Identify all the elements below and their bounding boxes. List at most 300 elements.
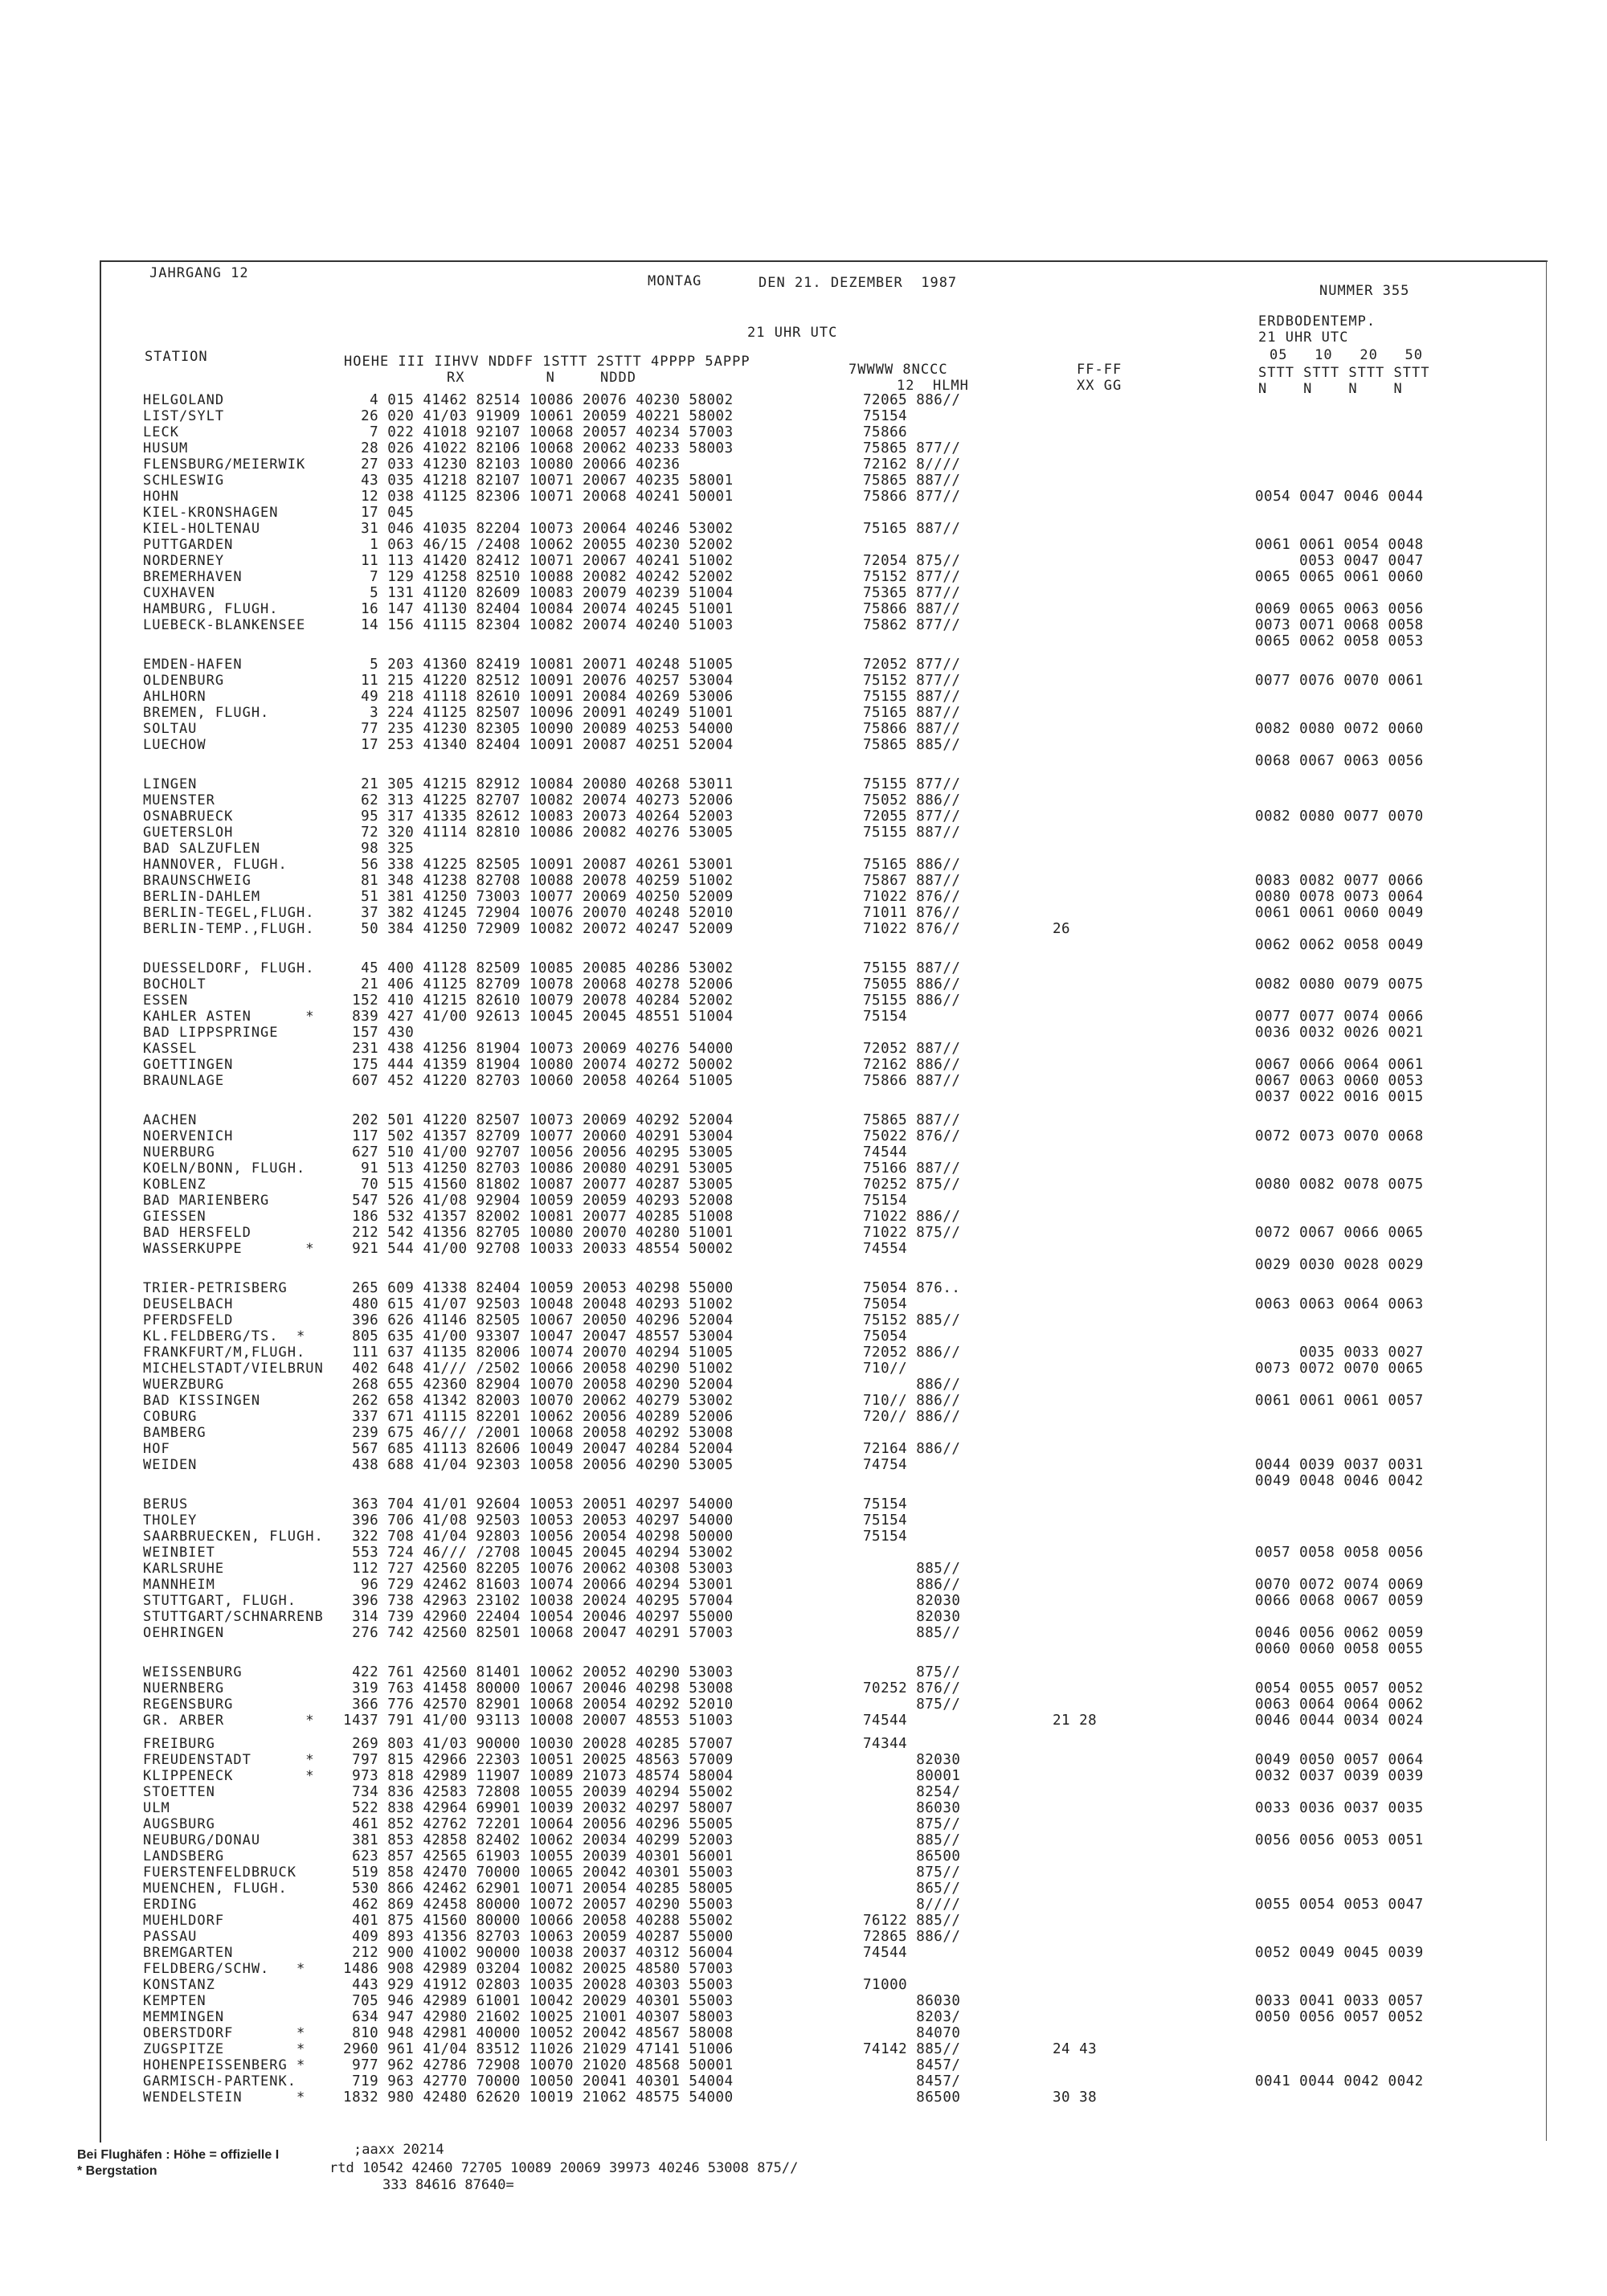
synop-groups: 43 035 41218 82107 10071 20067 40235 58001 [334, 473, 734, 489]
weather-groups: 80001 [863, 1768, 961, 1784]
station-name: DEUSELBACH [143, 1296, 234, 1312]
synop-groups: 26 020 41/03 91909 10061 20059 40221 58002 [334, 408, 734, 424]
station-name: THOLEY [143, 1512, 198, 1529]
synop-groups: 157 430 [334, 1025, 415, 1041]
station-name: FRANKFURT/M,FLUGH. [143, 1344, 306, 1361]
soil-temps: 0077 0077 0074 0066 [1255, 1009, 1424, 1025]
station-name: STOETTEN [143, 1784, 215, 1800]
synop-groups: 519 858 42470 70000 10065 20042 40301 55003 [334, 1864, 734, 1881]
weather-groups: 75866 887// [863, 721, 961, 737]
col-main-sub: RX N NDDD [447, 370, 636, 386]
weather-groups: 75152 877// [863, 673, 961, 689]
soil-temps: 0056 0056 0053 0051 [1255, 1832, 1424, 1848]
issue-number: NUMMER 355 [1319, 283, 1410, 299]
synop-groups: 366 776 42570 82901 10068 20054 40292 52010 [334, 1696, 734, 1713]
synop-groups: 239 675 46/// /2001 10068 20058 40292 53008 [334, 1425, 734, 1441]
synop-groups: 95 317 41335 82612 10083 20073 40264 52003 [334, 808, 734, 825]
station-name: TRIER-PETRISBERG [143, 1280, 288, 1296]
weather-groups: 75052 886// [863, 792, 961, 808]
weather-groups: 70252 875// [863, 1177, 961, 1193]
station-name: FREUDENSTADT * [143, 1752, 315, 1768]
station-name: MEMMINGEN [143, 2009, 225, 2025]
synop-groups: 719 963 42770 70000 10050 20041 40301 54004 [334, 2073, 734, 2089]
wind-groups: 24 43 [1053, 2041, 1098, 2057]
weather-groups: 75165 886// [863, 857, 961, 873]
station-name: KIEL-KRONSHAGEN [143, 505, 279, 521]
weather-groups: 75154 [863, 408, 908, 424]
weather-groups: 875// [863, 1816, 961, 1832]
station-name: AACHEN [143, 1112, 198, 1128]
weather-groups: 86500 [863, 2089, 961, 2106]
aaxx-line: ;aaxx 20214 [354, 2142, 444, 2158]
synop-groups: 152 410 41215 82610 10079 20078 40284 52002 [334, 992, 734, 1009]
synop-groups: 530 866 42462 62901 10071 20054 40285 58005 [334, 1881, 734, 1897]
station-name: BERLIN-DAHLEM [143, 889, 261, 905]
station-name: STUTTGART, FLUGH. [143, 1593, 296, 1609]
soil-temps: 0082 0080 0079 0075 [1255, 976, 1424, 992]
station-name: BREMERHAVEN [143, 569, 243, 585]
synop-groups: 16 147 41130 82404 10084 20074 40245 51001 [334, 601, 734, 617]
station-name: BERUS [143, 1496, 189, 1512]
synop-groups: 212 542 41356 82705 10080 20070 40280 51001 [334, 1225, 734, 1241]
station-name: WEINBIET [143, 1545, 215, 1561]
station-name: WEIDEN [143, 1457, 198, 1473]
weather-groups: 75165 887// [863, 705, 961, 721]
synop-groups: 112 727 42560 82205 10076 20062 40308 53003 [334, 1561, 734, 1577]
weather-groups: 71022 876// [863, 921, 961, 937]
station-name: ZUGSPITZE * [143, 2041, 306, 2057]
synop-groups: 381 853 42858 82402 10062 20034 40299 52003 [334, 1832, 734, 1848]
weather-groups: 75155 887// [863, 689, 961, 705]
soil-temp-title: ERDBODENTEMP. [1258, 313, 1376, 329]
station-name: HOF [143, 1441, 170, 1457]
soil-temps: 0053 0047 0047 [1255, 553, 1424, 569]
soil-temps: 0036 0032 0026 0021 [1255, 1025, 1424, 1041]
weekday: MONTAG [648, 273, 702, 289]
soil-temps: 0073 0071 0068 0058 [1255, 617, 1424, 633]
soil-temps: 0035 0033 0027 [1255, 1344, 1424, 1361]
synop-groups: 14 156 41115 82304 10082 20074 40240 51003 [334, 617, 734, 633]
synop-groups: 96 729 42462 81603 10074 20066 40294 53001 [334, 1577, 734, 1593]
soil-temps: 0049 0048 0046 0042 [1255, 1473, 1424, 1489]
weather-groups: 82030 [863, 1609, 961, 1625]
weather-groups: 75055 886// [863, 976, 961, 992]
weather-groups: 720// 886// [863, 1409, 961, 1425]
weather-groups: 75866 [863, 424, 908, 440]
station-name: BRAUNSCHWEIG [143, 873, 251, 889]
weather-groups: 875// [863, 1696, 961, 1713]
soil-temps: 0073 0072 0070 0065 [1255, 1361, 1424, 1377]
weather-groups: 710// [863, 1361, 908, 1377]
station-name: MANNHEIM [143, 1577, 215, 1593]
synop-groups: 547 526 41/08 92904 10059 20059 40293 52008 [334, 1193, 734, 1209]
station-name: KASSEL [143, 1041, 198, 1057]
soil-temps: 0050 0056 0057 0052 [1255, 2009, 1424, 2025]
weather-groups: 74544 [863, 1713, 908, 1729]
weather-groups: 886// [863, 1577, 961, 1593]
synop-groups: 77 235 41230 82305 10090 20089 40253 54000 [334, 721, 734, 737]
synop-groups: 269 803 41/03 90000 10030 20028 40285 57007 [334, 1736, 734, 1752]
weather-groups: 74142 885// [863, 2041, 961, 2057]
synop-groups: 438 688 41/04 92303 10058 20056 40290 53005 [334, 1457, 734, 1473]
weather-groups: 72054 875// [863, 553, 961, 569]
weather-groups: 75166 887// [863, 1160, 961, 1177]
weather-groups: 71022 876// [863, 889, 961, 905]
weather-groups: 72162 886// [863, 1057, 961, 1073]
synop-groups: 117 502 41357 82709 10077 20060 40291 53004 [334, 1128, 734, 1144]
station-name: HANNOVER, FLUGH. [143, 857, 288, 873]
station-name: FUERSTENFELDBRUCK [143, 1864, 296, 1881]
synop-groups: 7 129 41258 82510 10088 20082 40242 52002 [334, 569, 734, 585]
soil-temps: 0044 0039 0037 0031 [1255, 1457, 1424, 1473]
weather-groups: 72162 8//// [863, 456, 961, 473]
rtd-line: rtd 10542 42460 72705 10089 20069 39973 40246 53008 875// [329, 2160, 799, 2176]
station-name: STUTTGART/SCHNARRENB [143, 1609, 324, 1625]
soil-temps: 0032 0037 0039 0039 [1255, 1768, 1424, 1784]
weather-groups: 710// 886// [863, 1393, 961, 1409]
col-soil-sub: N N N N [1258, 381, 1403, 397]
soil-temps: 0069 0065 0063 0056 [1255, 601, 1424, 617]
station-name: HOHN [143, 489, 179, 505]
soil-temps: 0054 0047 0046 0044 [1255, 489, 1424, 505]
soil-temps: 0060 0060 0058 0055 [1255, 1641, 1424, 1657]
weather-groups: 75155 887// [863, 825, 961, 841]
station-name: OLDENBURG [143, 673, 225, 689]
synop-groups: 12 038 41125 82306 10071 20068 40241 50001 [334, 489, 734, 505]
station-name: LECK [143, 424, 179, 440]
synop-groups: 422 761 42560 81401 10062 20052 40290 53003 [334, 1664, 734, 1680]
synop-groups: 607 452 41220 82703 10060 20058 40264 51005 [334, 1073, 734, 1089]
synop-groups: 3 224 41125 82507 10096 20091 40249 51001 [334, 705, 734, 721]
synop-groups: 262 658 41342 82003 10070 20062 40279 53002 [334, 1393, 734, 1409]
weather-groups: 8457/ [863, 2057, 961, 2073]
synop-groups: 11 215 41220 82512 10091 20076 40257 53004 [334, 673, 734, 689]
station-name: MUEHLDORF [143, 1913, 225, 1929]
station-name: LIST/SYLT [143, 408, 225, 424]
synop-groups: 37 382 41245 72904 10076 20070 40248 52010 [334, 905, 734, 921]
synop-groups: 11 113 41420 82412 10071 20067 40241 51002 [334, 553, 734, 569]
weather-groups: 75865 877// [863, 440, 961, 456]
weather-groups: 885// [863, 1832, 961, 1848]
soil-temps: 0061 0061 0060 0049 [1255, 905, 1424, 921]
weather-groups: 75022 876// [863, 1128, 961, 1144]
station-name: KARLSRUHE [143, 1561, 225, 1577]
weather-groups: 72055 877// [863, 808, 961, 825]
station-name: NUERBURG [143, 1144, 215, 1160]
weather-groups: 75862 877// [863, 617, 961, 633]
station-name: CUXHAVEN [143, 585, 215, 601]
weather-groups: 75866 877// [863, 489, 961, 505]
synop-groups: 231 438 41256 81904 10073 20069 40276 54000 [334, 1041, 734, 1057]
station-name: FLENSBURG/MEIERWIK [143, 456, 306, 473]
weather-groups: 75865 887// [863, 473, 961, 489]
weather-groups: 75152 877// [863, 569, 961, 585]
weather-groups: 75152 885// [863, 1312, 961, 1328]
rtd-line-2: 333 84616 87640= [382, 2177, 514, 2193]
weather-groups: 84070 [863, 2025, 961, 2041]
wind-groups: 21 28 [1053, 1713, 1098, 1729]
station-name: PFERDSFELD [143, 1312, 234, 1328]
soil-temps: 0041 0044 0042 0042 [1255, 2073, 1424, 2089]
weather-groups: 72052 887// [863, 1041, 961, 1057]
station-name: NOERVENICH [143, 1128, 234, 1144]
weather-groups: 71000 [863, 1977, 908, 1993]
synop-groups: 49 218 41118 82610 10091 20084 40269 53006 [334, 689, 734, 705]
soil-temps: 0070 0072 0074 0069 [1255, 1577, 1424, 1593]
station-name: BAD KISSINGEN [143, 1393, 261, 1409]
weather-groups: 75154 [863, 1009, 908, 1025]
weather-groups: 75054 [863, 1296, 908, 1312]
weather-groups: 76122 885// [863, 1913, 961, 1929]
station-name: HELGOLAND [143, 392, 225, 408]
synop-groups: 314 739 42960 22404 10054 20046 40297 55000 [334, 1609, 734, 1625]
station-name: LUEBECK-BLANKENSEE [143, 617, 306, 633]
weather-groups: 71022 886// [863, 1209, 961, 1225]
station-name: SOLTAU [143, 721, 198, 737]
weather-groups: 875// [863, 1664, 961, 1680]
station-name: BAD MARIENBERG [143, 1193, 270, 1209]
synop-groups: 705 946 42989 61001 10042 20029 40301 55003 [334, 1993, 734, 2009]
weather-groups: 82030 [863, 1593, 961, 1609]
synop-groups: 322 708 41/04 92803 10056 20054 40298 50000 [334, 1529, 734, 1545]
station-name: REGENSBURG [143, 1696, 234, 1713]
soil-temps: 0067 0066 0064 0061 [1255, 1057, 1424, 1073]
weather-groups: 74544 [863, 1945, 908, 1961]
station-name: OBERSTDORF * [143, 2025, 306, 2041]
synop-groups: 111 637 41135 82006 10074 20070 40294 51005 [334, 1344, 734, 1361]
weather-groups: 75155 877// [863, 776, 961, 792]
weather-groups: 72164 886// [863, 1441, 961, 1457]
station-name: BAMBERG [143, 1425, 206, 1441]
weather-groups: 886// [863, 1377, 961, 1393]
weather-groups: 75154 [863, 1496, 908, 1512]
synop-groups: 51 381 41250 73003 10077 20069 40250 52009 [334, 889, 734, 905]
footnote-mountain-station: * Bergstation [77, 2164, 157, 2178]
date: DEN 21. DEZEMBER 1987 [759, 275, 958, 291]
weather-groups: 75865 885// [863, 737, 961, 753]
synop-groups: 396 706 41/08 92503 10053 20053 40297 54000 [334, 1512, 734, 1529]
synop-groups: 175 444 41359 81904 10080 20074 40272 50002 [334, 1057, 734, 1073]
synop-groups: 805 635 41/00 93307 10047 20047 48557 53004 [334, 1328, 734, 1344]
synop-groups: 5 203 41360 82419 10081 20071 40248 51005 [334, 657, 734, 673]
weather-groups: 8203/ [863, 2009, 961, 2025]
station-name: ULM [143, 1800, 170, 1816]
synop-groups: 45 400 41128 82509 10085 20085 40286 53002 [334, 960, 734, 976]
synop-groups: 268 655 42360 82904 10070 20058 40290 52004 [334, 1377, 734, 1393]
utc-title: 21 UHR UTC [747, 325, 838, 341]
soil-temps: 0072 0067 0066 0065 [1255, 1225, 1424, 1241]
station-name: BRAUNLAGE [143, 1073, 225, 1089]
soil-temps: 0057 0058 0058 0056 [1255, 1545, 1424, 1561]
station-name: BAD HERSFELD [143, 1225, 251, 1241]
soil-temps: 0068 0067 0063 0056 [1255, 753, 1424, 769]
synop-groups: 17 253 41340 82404 10091 20087 40251 52004 [334, 737, 734, 753]
soil-temps: 0033 0041 0033 0057 [1255, 1993, 1424, 2009]
weather-groups: 75054 876.. [863, 1280, 961, 1296]
synop-groups: 627 510 41/00 92707 10056 20056 40295 53005 [334, 1144, 734, 1160]
weather-groups: 75155 887// [863, 960, 961, 976]
weather-groups: 75365 877// [863, 585, 961, 601]
weather-groups: 70252 876// [863, 1680, 961, 1696]
weather-groups: 86030 [863, 1993, 961, 2009]
soil-temps: 0065 0065 0061 0060 [1255, 569, 1424, 585]
soil-temps: 0061 0061 0061 0057 [1255, 1393, 1424, 1409]
soil-temps: 0082 0080 0077 0070 [1255, 808, 1424, 825]
station-name: BOCHOLT [143, 976, 206, 992]
synop-groups: 363 704 41/01 92604 10053 20051 40297 54000 [334, 1496, 734, 1512]
synop-groups: 921 544 41/00 92708 10033 20033 48554 50002 [334, 1241, 734, 1257]
soil-temps: 0049 0050 0057 0064 [1255, 1752, 1424, 1768]
synop-groups: 62 313 41225 82707 10082 20074 40273 52006 [334, 792, 734, 808]
synop-groups: 480 615 41/07 92503 10048 20048 40293 51002 [334, 1296, 734, 1312]
wind-groups: 30 38 [1053, 2089, 1098, 2106]
station-name: NEUBURG/DONAU [143, 1832, 261, 1848]
weather-groups: 875// [863, 1864, 961, 1881]
synop-groups: 202 501 41220 82507 10073 20069 40292 52004 [334, 1112, 734, 1128]
synop-groups: 212 900 41002 90000 10038 20037 40312 56004 [334, 1945, 734, 1961]
weather-groups: 8457/ [863, 2073, 961, 2089]
station-name: GIESSEN [143, 1209, 206, 1225]
station-name: OSNABRUECK [143, 808, 234, 825]
soil-temps: 0082 0080 0072 0060 [1255, 721, 1424, 737]
weather-groups: 71022 875// [863, 1225, 961, 1241]
col-ff-sub: XX GG [1077, 378, 1122, 394]
weather-groups: 86030 [863, 1800, 961, 1816]
station-name: PUTTGARDEN [143, 537, 234, 553]
synop-groups: 98 325 [334, 841, 415, 857]
weather-groups: 75155 886// [863, 992, 961, 1009]
synop-groups: 623 857 42565 61903 10055 20039 40301 56001 [334, 1848, 734, 1864]
weather-groups: 72865 886// [863, 1929, 961, 1945]
synop-groups: 17 045 [334, 505, 415, 521]
jahrgang: JAHRGANG 12 [149, 265, 249, 281]
station-name: DUESSELDORF, FLUGH. [143, 960, 315, 976]
synop-groups: 1832 980 42480 62620 10019 21062 48575 54000 [334, 2089, 734, 2106]
wind-groups: 26 [1053, 921, 1071, 937]
synop-groups: 396 738 42963 23102 10038 20024 40295 57004 [334, 1593, 734, 1609]
station-name: FREIBURG [143, 1736, 215, 1752]
station-name: ESSEN [143, 992, 189, 1009]
soil-temps: 0055 0054 0053 0047 [1255, 1897, 1424, 1913]
synop-groups: 797 815 42966 22303 10051 20025 48563 57009 [334, 1752, 734, 1768]
synop-groups: 409 893 41356 82703 10063 20059 40287 55000 [334, 1929, 734, 1945]
station-name: ERDING [143, 1897, 198, 1913]
station-name: BERLIN-TEGEL,FLUGH. [143, 905, 315, 921]
soil-temps: 0052 0049 0045 0039 [1255, 1945, 1424, 1961]
station-name: KAHLER ASTEN * [143, 1009, 315, 1025]
weather-groups: 86500 [863, 1848, 961, 1864]
station-name: HOHENPEISSENBERG * [143, 2057, 306, 2073]
station-name: HAMBURG, FLUGH. [143, 601, 279, 617]
weather-groups: 74754 [863, 1457, 908, 1473]
station-name: LUECHOW [143, 737, 206, 753]
soil-temps: 0046 0044 0034 0024 [1255, 1713, 1424, 1729]
station-name: GARMISCH-PARTENK. [143, 2073, 296, 2089]
station-name: MUENSTER [143, 792, 215, 808]
station-name: AUGSBURG [143, 1816, 215, 1832]
synop-groups: 839 427 41/00 92613 10045 20045 48551 51004 [334, 1009, 734, 1025]
synop-groups: 72 320 41114 82810 10086 20082 40276 53005 [334, 825, 734, 841]
weather-groups: 75154 [863, 1193, 908, 1209]
station-name: GOETTINGEN [143, 1057, 234, 1073]
station-name: SAARBRUECKEN, FLUGH. [143, 1529, 324, 1545]
station-name: EMDEN-HAFEN [143, 657, 243, 673]
station-name: BREMGARTEN [143, 1945, 234, 1961]
weather-groups: 72065 886// [863, 392, 961, 408]
soil-temps: 0066 0068 0067 0059 [1255, 1593, 1424, 1609]
synop-groups: 396 626 41146 82505 10067 20050 40296 52004 [334, 1312, 734, 1328]
soil-temps: 0080 0082 0078 0075 [1255, 1177, 1424, 1193]
synop-groups: 462 869 42458 80000 10072 20057 40290 55003 [334, 1897, 734, 1913]
synop-groups: 401 875 41560 80000 10066 20058 40288 55002 [334, 1913, 734, 1929]
soil-temps: 0063 0064 0064 0062 [1255, 1696, 1424, 1713]
soil-temps: 0063 0063 0064 0063 [1255, 1296, 1424, 1312]
synop-groups: 2960 961 41/04 83512 11026 21029 47141 51006 [334, 2041, 734, 2057]
col-weather-sub: 12 HLMH [897, 378, 969, 394]
station-name: KOBLENZ [143, 1177, 206, 1193]
station-name: BAD LIPPSPRINGE [143, 1025, 279, 1041]
synop-groups: 973 818 42989 11907 10089 21073 48574 58004 [334, 1768, 734, 1784]
station-name: KLIPPENECK * [143, 1768, 315, 1784]
station-name: LINGEN [143, 776, 198, 792]
weather-groups: 8254/ [863, 1784, 961, 1800]
weather-groups: 75154 [863, 1529, 908, 1545]
col-soil: STTT STTT STTT STTT [1258, 365, 1430, 381]
synop-groups: 28 026 41022 82106 10068 20062 40233 58003 [334, 440, 734, 456]
station-name: COBURG [143, 1409, 198, 1425]
station-name: HUSUM [143, 440, 189, 456]
footnote-airports: Bei Flughäfen : Höhe = offizielle I [77, 2148, 280, 2162]
synop-groups: 5 131 41120 82609 10083 20079 40239 51004 [334, 585, 734, 601]
synop-groups: 634 947 42980 21602 10025 21001 40307 58003 [334, 2009, 734, 2025]
synop-groups: 265 609 41338 82404 10059 20053 40298 55000 [334, 1280, 734, 1296]
station-name: KL.FELDBERG/TS. * [143, 1328, 306, 1344]
synop-groups: 1486 908 42989 03204 10082 20025 48580 57003 [334, 1961, 734, 1977]
weather-groups: 74554 [863, 1241, 908, 1257]
weather-groups: 75867 887// [863, 873, 961, 889]
table-frame-right [1546, 260, 1547, 2141]
synop-groups: 186 532 41357 82002 10081 20077 40285 51008 [334, 1209, 734, 1225]
station-name: GR. ARBER * [143, 1713, 315, 1729]
soil-temps: 0046 0056 0062 0059 [1255, 1625, 1424, 1641]
col-main: HOEHE III IIHVV NDDFF 1STTT 2STTT 4PPPP 5APPP [344, 354, 750, 370]
synop-groups: 81 348 41238 82708 10088 20078 40259 51002 [334, 873, 734, 889]
weather-groups: 74544 [863, 1144, 908, 1160]
col-ff: FF-FF [1077, 362, 1122, 378]
soil-utc: 21 UHR UTC [1258, 329, 1349, 346]
weather-groups: 865// [863, 1881, 961, 1897]
station-name: MUENCHEN, FLUGH. [143, 1881, 288, 1897]
synop-groups: 553 724 46/// /2708 10045 20045 40294 53002 [334, 1545, 734, 1561]
soil-temps: 0062 0062 0058 0049 [1255, 937, 1424, 953]
synop-groups: 4 015 41462 82514 10086 20076 40230 58002 [334, 392, 734, 408]
synop-groups: 522 838 42964 69901 10039 20032 40297 58007 [334, 1800, 734, 1816]
weather-groups: 75866 887// [863, 601, 961, 617]
synop-groups: 977 962 42786 72908 10070 21020 48568 50001 [334, 2057, 734, 2073]
weather-groups: 82030 [863, 1752, 961, 1768]
synop-groups: 319 763 41458 80000 10067 20046 40298 53008 [334, 1680, 734, 1696]
weather-groups: 885// [863, 1561, 961, 1577]
soil-temps: 0067 0063 0060 0053 [1255, 1073, 1424, 1089]
synop-groups: 21 305 41215 82912 10084 20080 40268 53011 [334, 776, 734, 792]
station-name: WUERZBURG [143, 1377, 225, 1393]
weather-groups: 74344 [863, 1736, 908, 1752]
soil-temps: 0083 0082 0077 0066 [1255, 873, 1424, 889]
station-name: PASSAU [143, 1929, 198, 1945]
station-name: BERLIN-TEMP.,FLUGH. [143, 921, 315, 937]
weather-groups: 75865 887// [863, 1112, 961, 1128]
station-name: FELDBERG/SCHW. * [143, 1961, 306, 1977]
